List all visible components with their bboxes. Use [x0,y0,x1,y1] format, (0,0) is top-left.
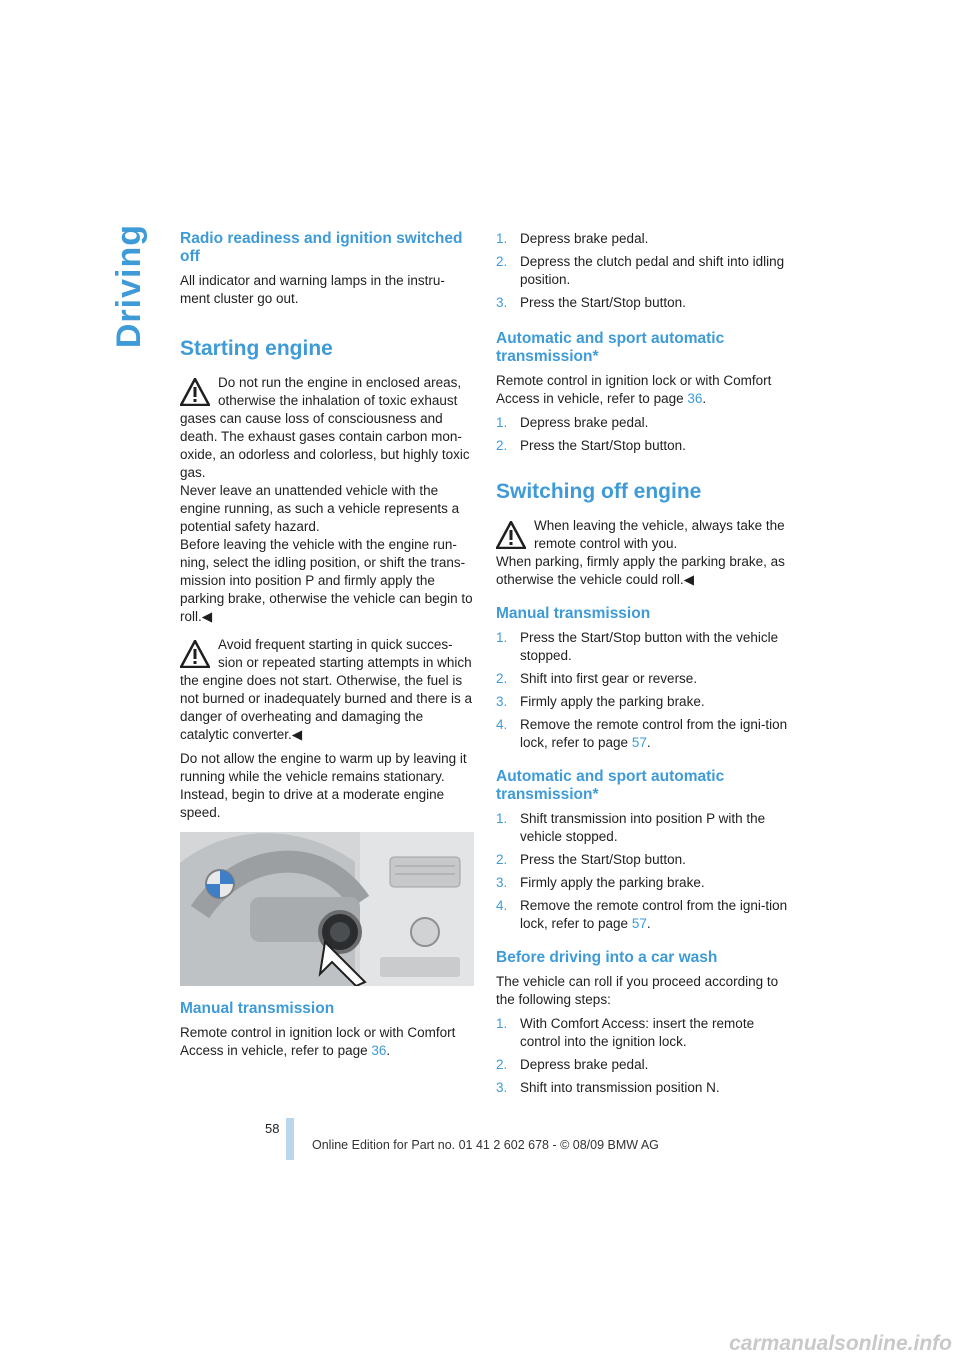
paragraph-radio-readiness: All indicator and warning lamps in the instru-ment cluster go out. [180,273,445,306]
page-link-36[interactable]: 36 [371,1043,387,1058]
page-number: 58 [265,1121,280,1136]
list-item: 2. Depress brake pedal. [496,1057,649,1072]
off-automatic-steps [496,810,790,933]
automatic-start-steps [496,414,790,455]
heading-radio-readiness: Radio readiness and ignition switched off [180,230,463,265]
watermark-text: carmanualsonline.info [729,1332,952,1355]
warning-remote-control-text: When leaving the vehicle, always take the remote control with you. [534,518,785,551]
list-item: 3. Firmly apply the parking brake. [496,694,705,709]
manual-start-steps [496,230,790,312]
warning-triangle-icon [180,640,210,668]
page-link-57[interactable]: 57 [631,735,647,750]
right-column [496,230,790,1103]
footer-accent-bar [286,1118,294,1160]
page-link-57[interactable]: 57 [631,916,647,931]
warning-parking-brake-text: When parking, firmly apply the parking brake, as otherwise the vehicle could roll.◀ [496,554,785,587]
warning-triangle-icon [180,378,210,406]
start-stop-button-illustration [180,832,474,986]
car-wash-steps [496,1015,790,1097]
warning-remote-control [496,517,790,589]
left-column [180,230,474,1066]
heading-car-wash: Before driving into a car wash [496,949,718,966]
list-item: 1. Shift transmission into position P with the vehicle stopped. [496,811,766,844]
list-item: 2. Depress the clutch pedal and shift into idling position. [496,254,785,287]
list-item: 2. Shift into first gear or reverse. [496,671,698,686]
list-item: 2. Press the Start/Stop button. [496,852,686,867]
list-item: 1. With Comfort Access: insert the remote control into the ignition lock. [496,1016,755,1049]
heading-off-automatic: Automatic and sport automatic transmission* [496,768,725,803]
list-item: 4. Remove the remote control from the igni-tion lock, refer to page 57. [496,898,788,931]
list-item: 2. Press the Start/Stop button. [496,438,686,453]
heading-switching-off-engine: Switching off engine [496,480,702,503]
heading-starting-engine: Starting engine [180,337,333,360]
warning-triangle-icon [496,521,526,549]
list-item: 1. Press the Start/Stop button with the vehicle stopped. [496,630,779,663]
list-item: 3. Shift into transmission position N. [496,1080,720,1095]
heading-manual-transmission: Manual transmission [180,1000,335,1017]
paragraph-automatic-remote: Remote control in ignition lock or with Comfort Access in vehicle, refer to page 36. [496,373,772,406]
list-item: 3. Press the Start/Stop button. [496,295,686,310]
warning-frequent-starting [180,636,474,744]
warning-toxic-gas [180,374,474,626]
list-item: 1. Depress brake pedal. [496,231,649,246]
paragraph-car-wash: The vehicle can roll if you proceed according to the following steps: [496,974,779,1007]
page-link-36[interactable]: 36 [687,391,703,406]
warning-idle-position-text: Before leaving the vehicle with the engine run-ning, select the idling position, or shift the trans-mission into position P and firmly apply the parking brake, otherwise the vehicle can begin to roll.◀ [180,537,473,624]
steering-column-image [180,832,474,986]
warning-frequent-starting-text: Avoid frequent starting in quick succes-sion or repeated starting attempts in which the engine does not start. Otherwise, the fuel is not burned or inadequately burned and there is a danger of overheating and damaging the catalytic converter.◀ [180,637,472,742]
list-item: 3. Firmly apply the parking brake. [496,875,705,890]
warning-toxic-gas-text: Do not run the engine in enclosed areas, otherwise the inhalation of toxic exhaust gases can cause loss of consciousness and death. The exhaust gases contain carbon mon-oxide, an odorless and colorless, but highly toxic gas. [180,375,470,480]
list-item: 4. Remove the remote control from the igni-tion lock, refer to page 57. [496,717,788,750]
off-manual-steps [496,629,790,752]
list-item: 1. Depress brake pedal. [496,415,649,430]
warning-unattended-text: Never leave an unattended vehicle with the engine running, as such a vehicle represents a potential safety hazard. [180,483,460,534]
paragraph-warm-up: Do not allow the engine to warm up by leaving it running while the vehicle remains stationary. Instead, begin to drive at a moderate engine speed. [180,751,467,820]
paragraph-manual-remote: Remote control in ignition lock or with Comfort Access in vehicle, refer to page 36. [180,1025,456,1058]
section-side-title: Driving [110,224,148,349]
footer-edition-text: Online Edition for Part no. 01 41 2 602 678 - © 08/09 BMW AG [312,1138,659,1152]
heading-off-manual-transmission: Manual transmission [496,605,651,622]
heading-automatic-start: Automatic and sport automatic transmission* [496,330,725,365]
